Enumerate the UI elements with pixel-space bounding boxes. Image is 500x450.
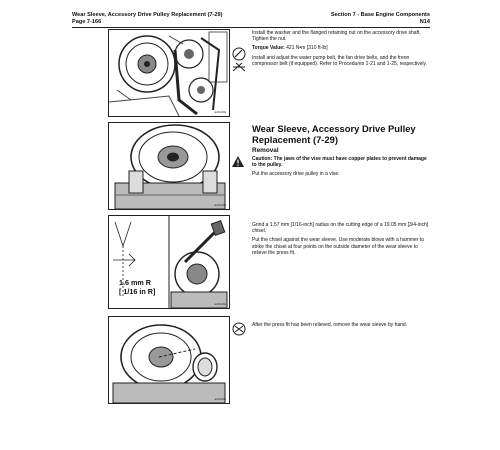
wrench-torque-icon — [232, 47, 246, 75]
step-install-washer — [252, 30, 430, 70]
caution-text: Caution: The jaws of the vise must have copper plates to prevent damage to the pulley. — [252, 156, 427, 169]
step-remove-sleeve — [252, 322, 430, 331]
header-title: Wear Sleeve, Accessory Drive Pulley Replacement (7-29) — [72, 12, 223, 18]
radius-dimension-label — [119, 278, 155, 296]
dimension-metric: 1.6 mm R — [119, 278, 151, 287]
instruction-text: Grind a 1.57 mm [1/16-inch] radius on the cutting edge of a 19.05 mm [3/4-inch] chisel. — [252, 222, 429, 235]
header-page-number: Page 7-166 — [72, 18, 102, 25]
instruction-text: Install and adjust the water pump belt, the fan drive belts, and the freon compressor belt (if equipped). Refer to Procedures 1-21 and 1-25, respectively. — [252, 54, 427, 67]
torque-value: 421 N•m — [286, 45, 306, 52]
torque-value-imperial: [310 ft-lb] — [306, 45, 328, 52]
figure-chisel-and-pulley — [108, 215, 230, 309]
pulley-vise-illustration — [109, 123, 229, 209]
instruction-text: Put the accessory drive pulley in a vise. — [252, 171, 340, 178]
page-header-right — [280, 12, 430, 25]
caution-triangle-icon — [232, 156, 244, 167]
page-header-left — [72, 12, 223, 25]
figure-id: ad7e00s — [214, 397, 226, 401]
figure-id: ad7e00s — [214, 110, 226, 114]
figure-pulley-in-vise — [108, 122, 230, 210]
hand-removal-icon — [232, 322, 246, 336]
figure-pulley-installed — [108, 29, 230, 117]
instruction-text: After the press fit has been relieved, remove the wear sleeve by hand. — [252, 322, 408, 328]
step-grind-chisel — [252, 222, 430, 259]
section-subtitle: Removal — [252, 147, 279, 154]
torque-label: Torque Value: — [252, 45, 285, 52]
figure-id: ad7e00s — [214, 203, 226, 207]
engine-front-illustration — [109, 30, 229, 116]
instruction-text: Install the washer and the flanged retaining nut on the accessory drive shaft. Tighten the nut. — [252, 30, 421, 43]
section-title: Wear Sleeve, Accessory Drive Pulley Replacement (7-29) — [252, 123, 416, 145]
remove-sleeve-illustration — [109, 317, 229, 403]
torque-spec — [252, 45, 430, 51]
step-vise — [252, 156, 430, 181]
header-section: Section 7 - Base Engine Components — [330, 12, 430, 18]
header-rule — [72, 27, 430, 28]
dimension-imperial: [ 1/16 in R] — [119, 287, 156, 296]
header-engine: N14 — [419, 18, 430, 25]
instruction-text: Put the chisel against the wear sleeve. Use moderate blows with a hammer to strike the chisel at four points on the outside diameter of the wear sleeve to relieve the press fit. — [252, 237, 425, 256]
figure-remove-sleeve — [108, 316, 230, 404]
figure-id: ad7e00s — [214, 302, 226, 306]
